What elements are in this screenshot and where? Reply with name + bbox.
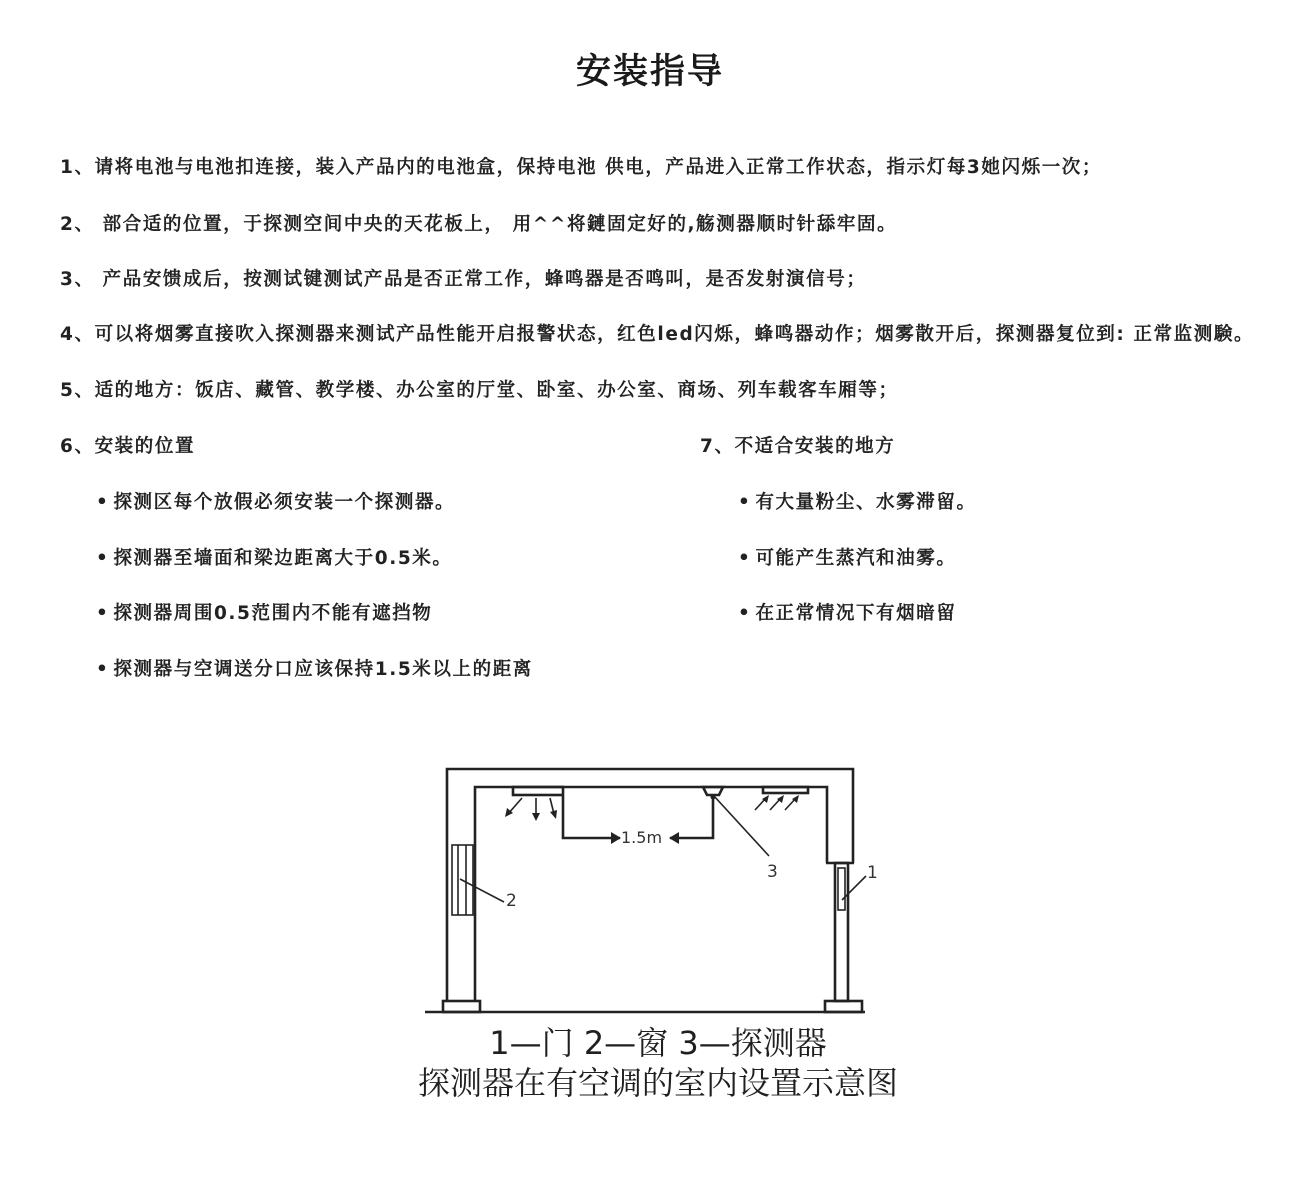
avoid-item (738, 492, 977, 514)
door-icon (838, 868, 845, 910)
dimension-arrowhead-right (611, 832, 621, 844)
left-footing (443, 1001, 480, 1012)
avoid-item-text: 可能产生蒸汽和油雾。 (755, 548, 957, 569)
install-item-text: 探测器与空调送分口应该保持1.5米以上的距离 (113, 659, 533, 680)
frame-inner (475, 787, 827, 1001)
step-3: 3、 产品安馈成后，按测试键测试产品是否正常工作，蜂鸣器是否鸣叫，是否发射演信号； (60, 269, 867, 290)
dimension-arrowhead-left (669, 832, 679, 844)
avoid-item-text: 在正常情况下有烟暗留 (755, 603, 957, 624)
diagram-legend: 1—门 2—窗 3—探测器 (489, 1024, 827, 1062)
bullet-icon: • (738, 548, 752, 569)
diagram-title: 探测器在有空调的室内设置示意图 (417, 1064, 898, 1102)
install-item (96, 659, 533, 681)
install-item-text: 探测器至墙面和梁边距离大于0.5米。 (113, 548, 453, 569)
step-4: 4、可以将烟雾直接吹入探测器来测试产品性能开启报警状态，红色led闪烁，蜂鸣器动作；烟雾散开后，探测器复位到: 正常监测験。 (60, 324, 1255, 345)
avoid-positions-heading: 7、不适合安装的地方 (700, 436, 896, 457)
air-conditioner-return-icon (763, 787, 808, 793)
avoid-item-text: 有大量粉尘、水雾滞留。 (755, 492, 977, 513)
detector-label: 3 (767, 862, 778, 882)
install-item-text: 探测器周围0.5范围内不能有遮挡物 (113, 603, 433, 624)
page-title: 安装指导 (575, 52, 724, 92)
window-label: 2 (506, 891, 517, 911)
install-item (96, 548, 453, 570)
bullet-icon: • (96, 492, 110, 513)
door-pillar (835, 863, 848, 1001)
dimension-left (563, 796, 620, 838)
detector-leader (714, 796, 769, 856)
install-item-text: 探测区每个放假必须安装一个探测器。 (113, 492, 456, 513)
installation-diagram (400, 760, 900, 1030)
frame-outer (447, 769, 853, 1001)
right-footing (825, 1001, 862, 1012)
step-1: 1、请将电池与电池扣连接，装入产品内的电池盒，保持电池 供电，产品进入正常工作状态，指示灯每3她闪烁一次； (60, 157, 1102, 178)
step-2: 2、 部合适的位置，于探测空间中央的天花板上， 用^^将鏈固定好的,觞测器顺时针舔牢固。 (60, 214, 898, 235)
avoid-item (738, 548, 956, 570)
bullet-icon: • (738, 603, 752, 624)
install-positions-heading: 6、安装的位置 (60, 436, 196, 457)
install-item (96, 492, 455, 514)
airflow-arrowhead (532, 813, 540, 821)
airflow-arrowhead (550, 810, 557, 819)
bullet-icon: • (96, 603, 110, 624)
bullet-icon: • (738, 492, 752, 513)
avoid-item (738, 603, 956, 625)
bullet-icon: • (96, 548, 110, 569)
dimension-right (670, 798, 713, 838)
bullet-icon: • (96, 659, 110, 680)
detector-icon (703, 787, 723, 795)
step-5: 5、适的地方：饭店、藏管、教学楼、办公室的厅堂、卧室、办公室、商场、列车载客车厢等； (60, 380, 899, 401)
distance-label: 1.5m (621, 828, 663, 847)
install-item (96, 603, 432, 625)
door-label: 1 (867, 863, 878, 883)
air-conditioner-outlet-icon (513, 787, 563, 795)
